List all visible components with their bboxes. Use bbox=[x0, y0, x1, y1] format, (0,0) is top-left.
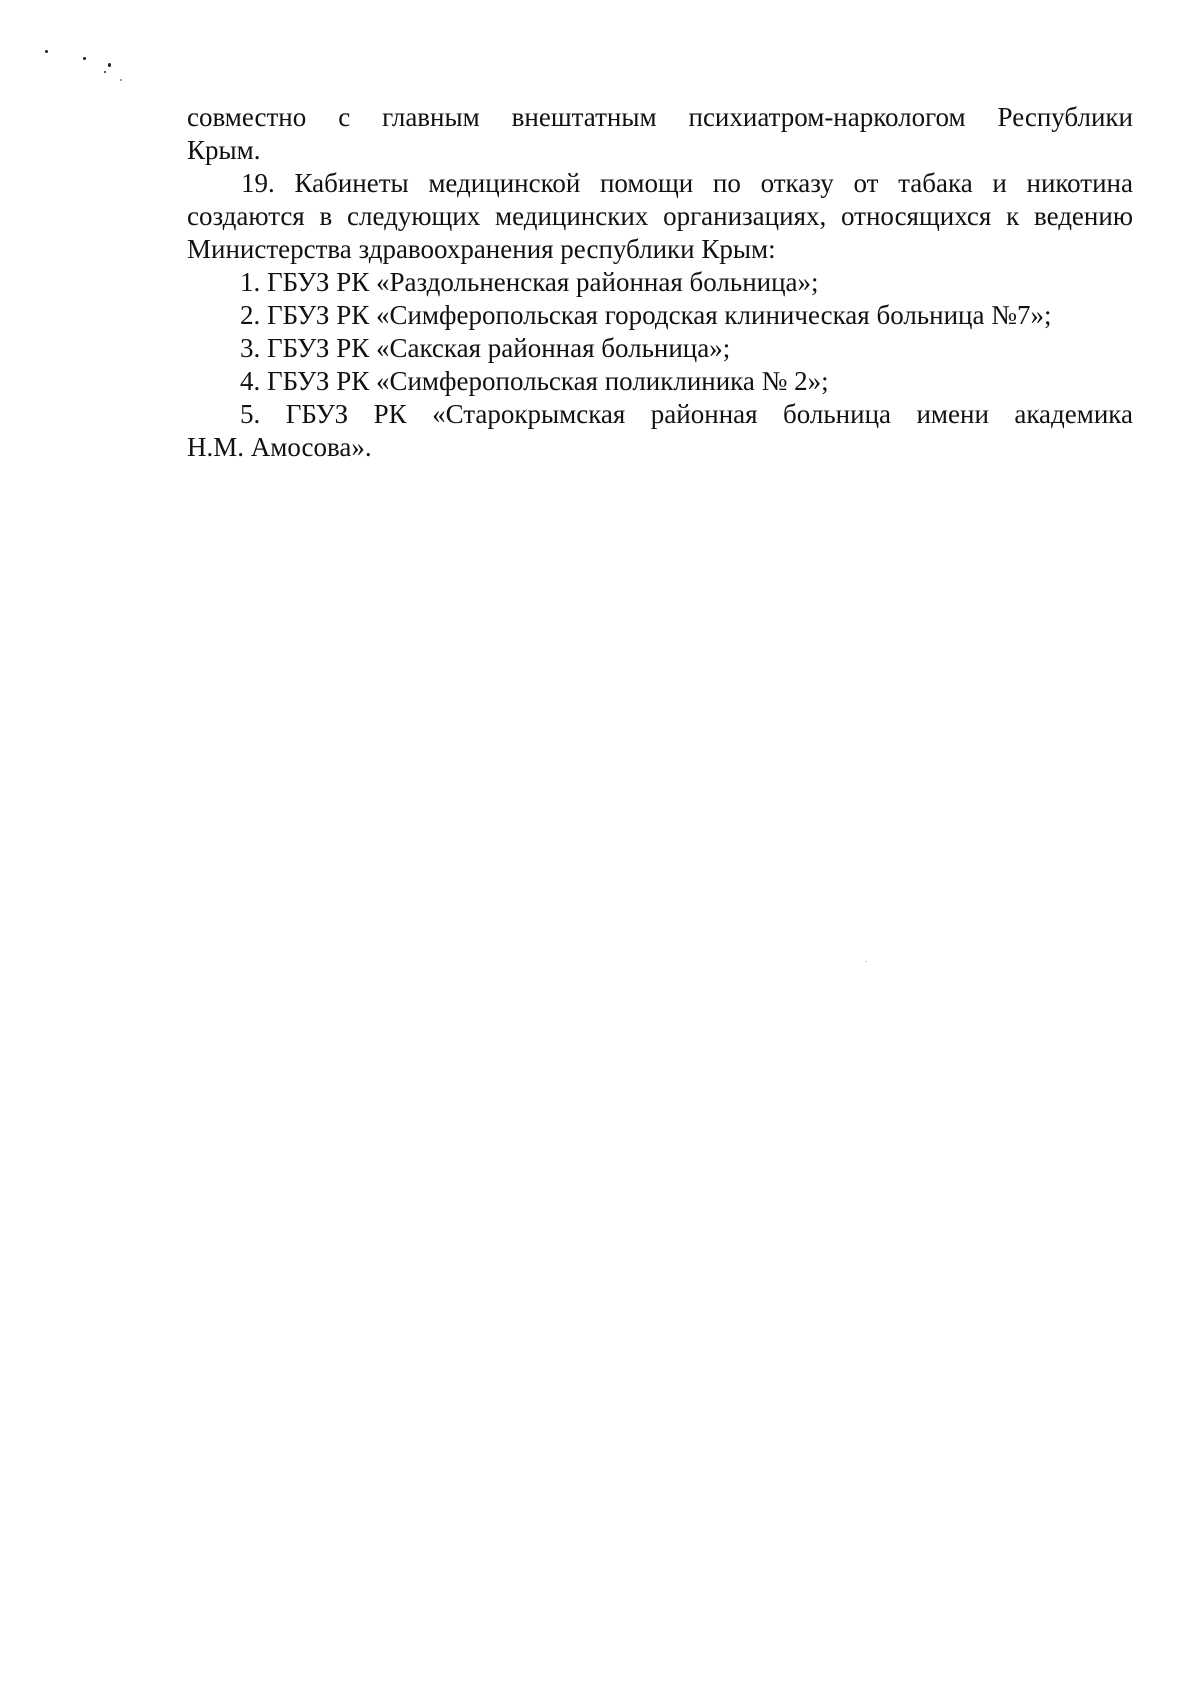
scan-speck bbox=[120, 79, 122, 81]
text-line: 19. Кабинеты медицинской помощи по отказу от табака и никотина bbox=[241, 168, 1133, 198]
continuation-paragraph bbox=[187, 101, 1133, 167]
text-line: Крым. bbox=[187, 135, 261, 165]
list-item: 3. ГБУЗ РК «Сакская районная больница»; bbox=[240, 333, 731, 363]
organization-list bbox=[187, 266, 1133, 464]
list-item: 2. ГБУЗ РК «Симферопольская городская клиническая больница №7»; bbox=[240, 300, 1052, 330]
scan-speck bbox=[108, 63, 111, 67]
text-line: 5. ГБУЗ РК «Старокрымская районная больница имени академика bbox=[240, 399, 1133, 429]
text-line: Министерства здравоохранения республики Крым: bbox=[187, 234, 776, 264]
list-item: 4. ГБУЗ РК «Симферопольская поликлиника № 2»; bbox=[240, 366, 829, 396]
scan-speck bbox=[83, 57, 86, 60]
text-line: Н.М. Амосова». bbox=[187, 432, 372, 462]
list-item bbox=[187, 398, 1133, 464]
scan-speck bbox=[865, 961, 867, 962]
list-item: 1. ГБУЗ РК «Раздольненская районная больница»; bbox=[240, 267, 819, 297]
document-body bbox=[187, 101, 1133, 464]
scan-speck bbox=[45, 50, 48, 53]
text-line: совместно с главным внештатным психиатром-наркологом Республики bbox=[187, 102, 1133, 132]
paragraph-19 bbox=[187, 167, 1133, 266]
scan-speck bbox=[104, 71, 106, 73]
text-line: создаются в следующих медицинских организациях, относящихся к ведению bbox=[187, 201, 1133, 231]
